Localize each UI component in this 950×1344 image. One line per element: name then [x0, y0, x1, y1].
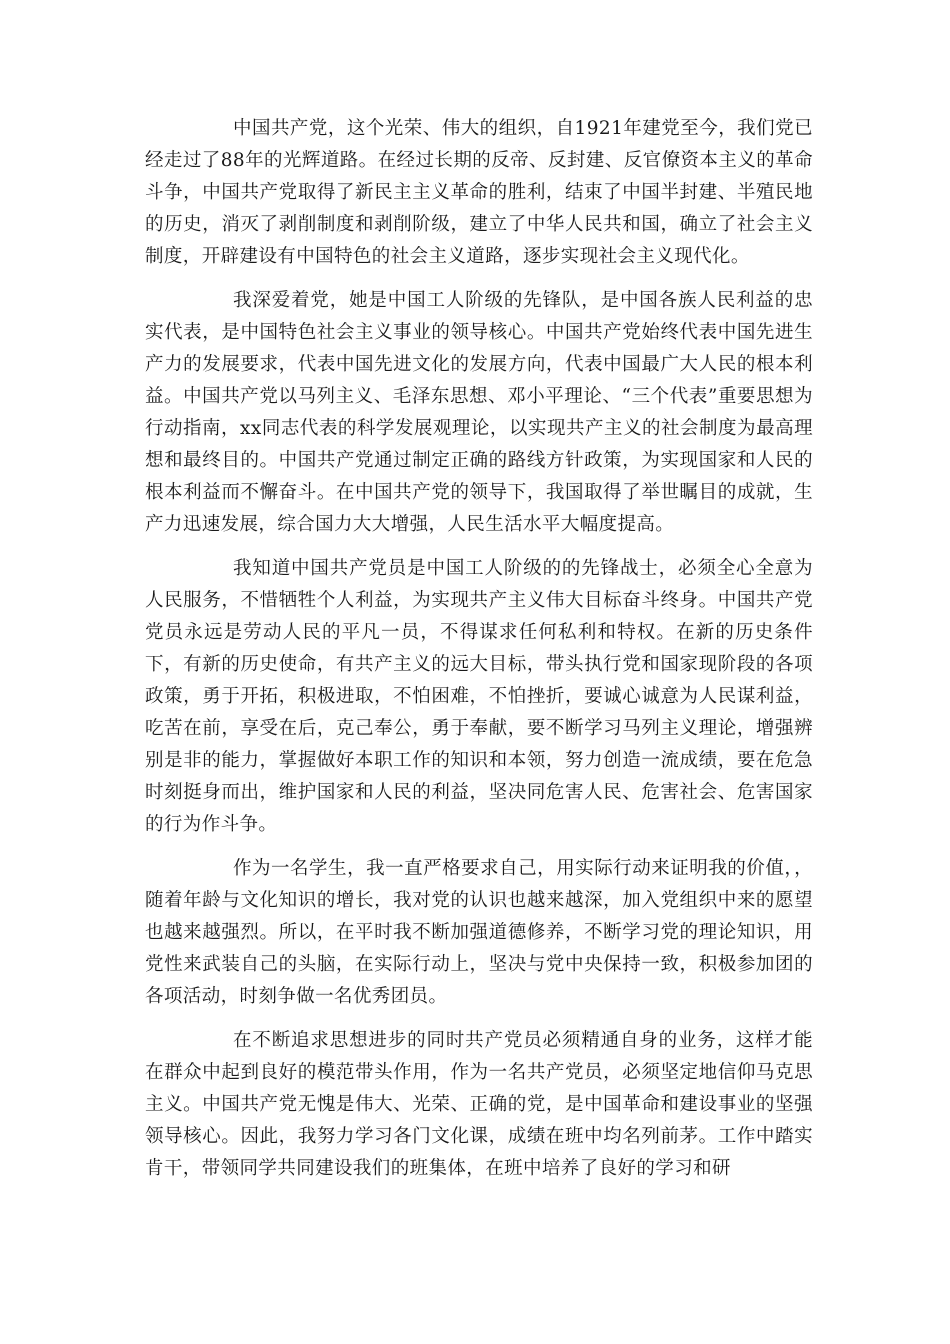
paragraph-3: 我知道中国共产党员是中国工人阶级的的先锋战士，必须全心全意为人民服务，不惜牺牲个人利益，为实现共产主义伟大目标奋斗终身。中国共产党党员永远是劳动人民的平凡一员，不得谋求任何私利和特权。在新的历史条件下，有新的历史使命，有共产主义的远大目标，带头执行党和国家现阶段的各项政策，勇于开拓，积极进取，不怕困难，不怕挫折，要诚心诚意为人民谋利益，吃苦在前，享受在后，克己奉公，勇于奉献，要不断学习马列主义理论，增强辨别是非的能力，掌握做好本职工作的知识和本领，努力创造一流成绩，要在危急时刻挺身而出，维护国家和人民的利益，坚决同危害人民、危害社会、危害国家的行为作斗争。 — [145, 558, 813, 835]
paragraph-4: 作为一名学生，我一直严格要求自己，用实际行动来证明我的价值，，随着年龄与文化知识的增长，我对党的认识也越来越深，加入党组织中来的愿望也越来越强烈。所以，在平时我不断加强道德修养，不断学习党的理论知识，用党性来武装自己的头脑，在实际行动上，坚决与党中央保持一致，积极参加团的各项活动，时刻争做一名优秀团员。 — [145, 858, 813, 1007]
document-body — [145, 113, 813, 1197]
paragraph-1: 中国共产党，这个光荣、伟大的组织，自1921年建党至今，我们党已经走过了88年的光辉道路。在经过长期的反帝、反封建、反官僚资本主义的革命斗争，中国共产党取得了新民主主义革命的胜利，结束了中国半封建、半殖民地的历史，消灭了剥削制度和剥削阶级，建立了中华人民共和国，确立了社会主义制度，开辟建设有中国特色的社会主义道路，逐步实现社会主义现代化。 — [145, 118, 813, 267]
paragraph-2: 我深爱着党，她是中国工人阶级的先锋队，是中国各族人民利益的忠实代表，是中国特色社会主义事业的领导核心。中国共产党始终代表中国先进生产力的发展要求，代表中国先进文化的发展方向，代表中国最广大人民的根本利益。中国共产党以马列主义、毛泽东思想、邓小平理论、“三个代表”重要思想为行动指南，xx同志代表的科学发展观理论，以实现共产主义的社会制度为最高理想和最终目的。中国共产党通过制定正确的路线方针政策，为实现国家和人民的根本利益而不懈奋斗。在中国共产党的领导下，我国取得了举世瞩目的成就，生产力迅速发展，综合国力大大增强，人民生活水平大幅度提高。 — [145, 290, 813, 535]
paragraph-5: 在不断追求思想进步的同时共产党员必须精通自身的业务，这样才能在群众中起到良好的模范带头作用，作为一名共产党员，必须坚定地信仰马克思主义。中国共产党无愧是伟大、光荣、正确的党，是中国革命和建设事业的坚强领导核心。因此，我努力学习各门文化课，成绩在班中均名列前茅。工作中踏实肯干，带领同学共同建设我们的班集体，在班中培养了良好的学习和研 — [145, 1030, 813, 1179]
